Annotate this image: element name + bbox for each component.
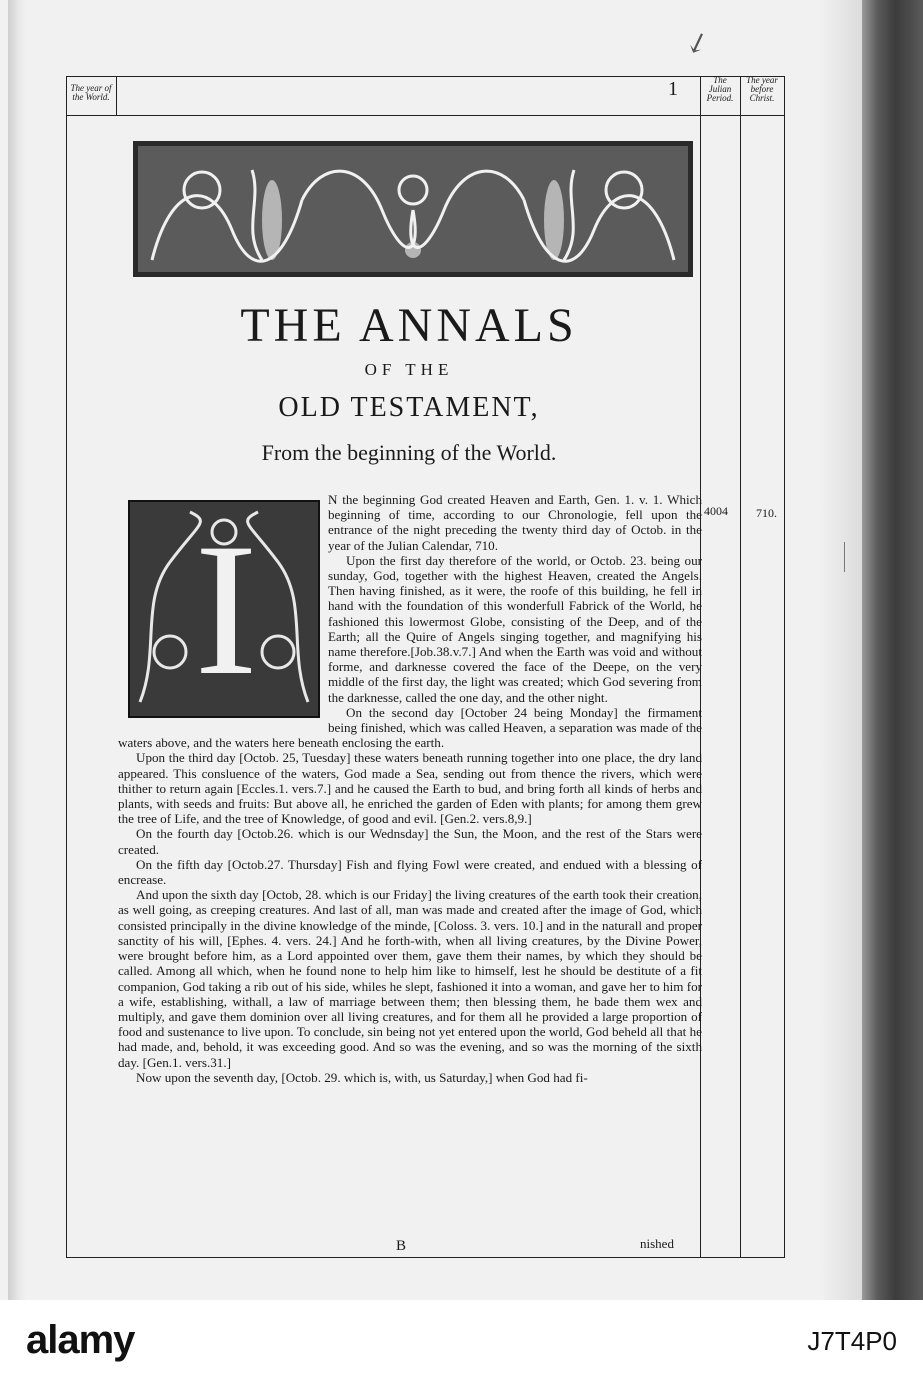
paragraph: On the fifth day [Octob.27. Thursday] Fish and flying Fowl were created, and endued with a blessing of encrease. bbox=[118, 856, 702, 888]
paragraph: On the fourth day [Octob.26. which is our Wednsday] the Sun, the Moon, and the rest of the Stars were created. bbox=[118, 826, 702, 857]
catchword: nished bbox=[640, 1236, 674, 1251]
watermark-logo: alamy bbox=[26, 1318, 135, 1362]
column-header-year-before-christ: The year before Christ. bbox=[746, 75, 778, 103]
paragraph: Now upon the seventh day, [Octob. 29. which is, with, us Saturday,] when God had fi- bbox=[136, 1069, 588, 1085]
initial-letter: I bbox=[194, 505, 258, 715]
paragraph: N the beginning God created Heaven and Earth, Gen. 1. v. 1. Which beginning of time, according to our Chronologie, fell upon the entrance of the night preceding the twenty third day of Octob. in the year of the Julian Calendar, 710. bbox=[328, 492, 702, 553]
paragraph: Upon the third day [Octob. 25, Tuesday] these waters beneath running together into one place, the dry land appeared. This consluence of the waters, God made a Sea, sending out from thence the rivers, which were thither to return again [Eccles.1. vers.7.] and he caused the Earth to bud, and bring forth all kinds of herbs and plants, with seeds and fruits: But above all, he enriched the garden of Eden with plants; for among them grew the tree of Life, and the tree of Knowledge, of good and evil. [Gen.2. vers.8,9.] bbox=[118, 750, 702, 827]
title-subtitle: From the beginning of the World. bbox=[261, 440, 557, 465]
title-of-the: OF THE bbox=[364, 360, 454, 379]
column-header-julian-period: The Julian Period. bbox=[706, 75, 734, 103]
signature-mark: B bbox=[396, 1238, 407, 1254]
scan-right-shadow bbox=[862, 0, 923, 1300]
title-old-testament: OLD TESTAMENT, bbox=[278, 392, 540, 423]
watermark-bar bbox=[0, 1300, 923, 1390]
paragraph: Upon the first day therefore of the world, or Octob. 23. being our sunday, God, together with the highest Heaven, created the Angels. Then having finished, as it were, the roofe of this building, he fell in hand with the foundation of this wonderfull Fabrick of the World, he fashioned this lowermost Globe, consisting of the Deep, and of the Earth; all the Quire of Angels singing together, and magnifying his name therefore.[Job.38.v.7.] And when the Earth was void and without forme, and darknesse covered the face of the Deepe, on the very middle of the first day, the light was created; which God severing from the darknesse, called the one day, and the other night. bbox=[328, 552, 702, 705]
ornamental-headpiece-icon bbox=[132, 140, 694, 278]
paragraph: On the second day [October 24 being Monday] the firmament being finished, which was called Heaven, a separation was made of the waters above, and the waters here beneath enclosing the earth. bbox=[118, 704, 702, 751]
title-main: THE ANNALS bbox=[240, 299, 578, 352]
column-header-year-of-world: The year of the World. bbox=[70, 83, 112, 102]
scan-right-margin bbox=[820, 0, 862, 1300]
body-text bbox=[118, 492, 702, 1085]
column-rule-christ bbox=[740, 76, 741, 1258]
pencil-mark bbox=[844, 542, 845, 572]
header-rule bbox=[66, 115, 785, 116]
watermark-image-code: J7T4P0 bbox=[807, 1326, 897, 1356]
pencil-arrow-icon: ↙ bbox=[681, 24, 715, 63]
paragraph: And upon the sixth day [Octob, 28. which is our Friday] the living creatures of the earth took their creation, as well going, as creeping creatures. And last of all, man was made and created after the image of God, which consisted principally in the divine knowledge of the minde, [Coloss. 3. vers. 10.] and in the naturall and proper sanctity of his will, [Ephes. 4. vers. 24.] And he forth-with, when all living creatures, by the Divine Power, were brought before him, as a Lord appointed over them, gave them their names, by which they should be called. Among all which, when he found none to help him like to himself, lest he should be destitute of a fit companion, God taking a rib out of his side, whiles he slept, fashioned it into a woman, and gave her to him for a wife, establishing, withall, a law of marriage between them; then blessing them, he bade them wex and multiply, and gave them dominion over all living creatures, and for them all he provided a large proportion of food and sustenance to live upon. To conclude, sin being not yet entered upon the world, God beheld all that he had made, and, behold, it was exceeding good. And so was the evening, and so was the morning of the sixth day. [Gen.1. vers.31.] bbox=[118, 887, 702, 1070]
column-rule-world bbox=[116, 76, 117, 116]
margin-julian-year: 4004 bbox=[704, 504, 728, 518]
scan-left-edge bbox=[8, 0, 26, 1300]
page-number: 1 bbox=[668, 78, 678, 100]
margin-year-before-christ: 710. bbox=[756, 506, 777, 520]
